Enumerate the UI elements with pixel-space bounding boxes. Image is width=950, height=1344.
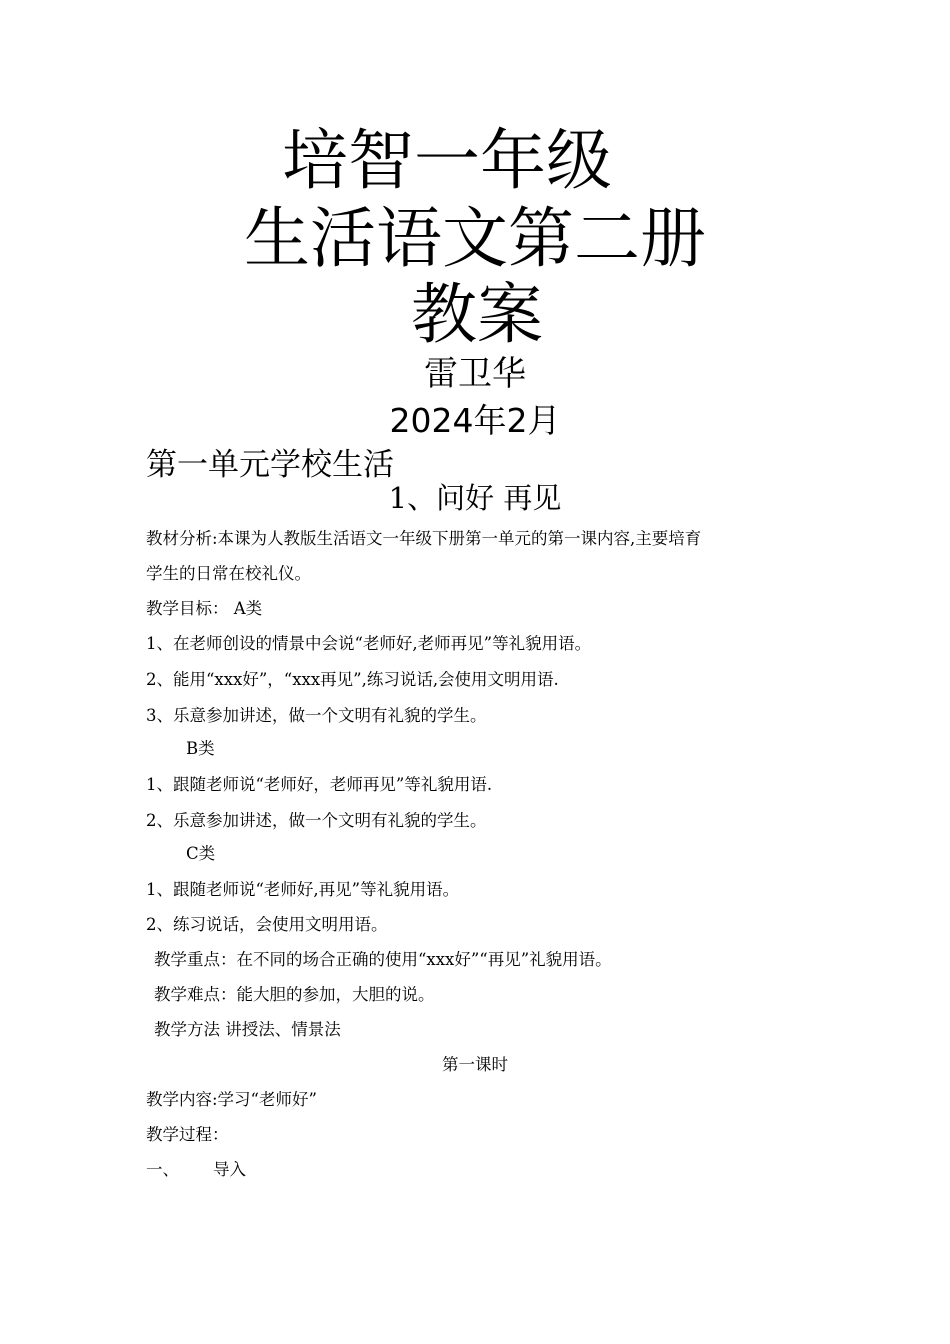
goal-b-heading: B类 xyxy=(186,739,215,758)
step-number: 一、 xyxy=(146,1160,179,1179)
teaching-method: 教学方法 讲授法、情景法 xyxy=(154,1020,341,1039)
title-line-3: 教案 xyxy=(411,276,543,353)
period-heading: 第一课时 xyxy=(442,1055,508,1074)
goal-c-item: 2、练习说话，会使用文明用语。 xyxy=(146,915,388,934)
date: 2024年2月 xyxy=(389,401,561,440)
goal-a-item: 3、乐意参加讲述，做一个文明有礼貌的学生。 xyxy=(146,706,487,725)
difficulty: 教学难点：能大胆的参加，大胆的说。 xyxy=(154,985,435,1004)
goal-a-item: 1、在老师创设的情景中会说“老师好,老师再见”等礼貌用语。 xyxy=(146,634,592,653)
goal-b-item: 2、乐意参加讲述，做一个文明有礼貌的学生。 xyxy=(146,811,487,830)
title-line-2: 生活语文第二册 xyxy=(244,200,706,277)
teaching-process: 教学过程： xyxy=(146,1125,229,1144)
goals-heading: 教学目标： A类 xyxy=(146,599,263,618)
goal-a-item: 2、能用“xxx好”，“xxx再见”,练习说话,会使用文明用语. xyxy=(146,670,559,689)
key-point: 教学重点：在不同的场合正确的使用“xxx好”“再见”礼貌用语。 xyxy=(154,950,612,969)
step-text: 导入 xyxy=(213,1160,246,1179)
analysis-line-1: 教材分析:本课为人教版生活语文一年级下册第一单元的第一课内容,主要培育 xyxy=(146,529,702,548)
lesson-title: 1、问好 再见 xyxy=(388,481,562,515)
goal-b-item: 1、跟随老师说“老师好，老师再见”等礼貌用语. xyxy=(146,775,493,794)
analysis-line-2: 学生的日常在校礼仪。 xyxy=(146,564,311,583)
teaching-content: 教学内容:学习“老师好” xyxy=(146,1090,317,1109)
goal-c-heading: C类 xyxy=(186,844,216,863)
author: 雷卫华 xyxy=(424,354,526,394)
title-line-1: 培智一年级 xyxy=(282,122,612,199)
goal-c-item: 1、跟随老师说“老师好,再见”等礼貌用语。 xyxy=(146,880,460,899)
unit-title: 第一单元学校生活 xyxy=(146,447,394,483)
